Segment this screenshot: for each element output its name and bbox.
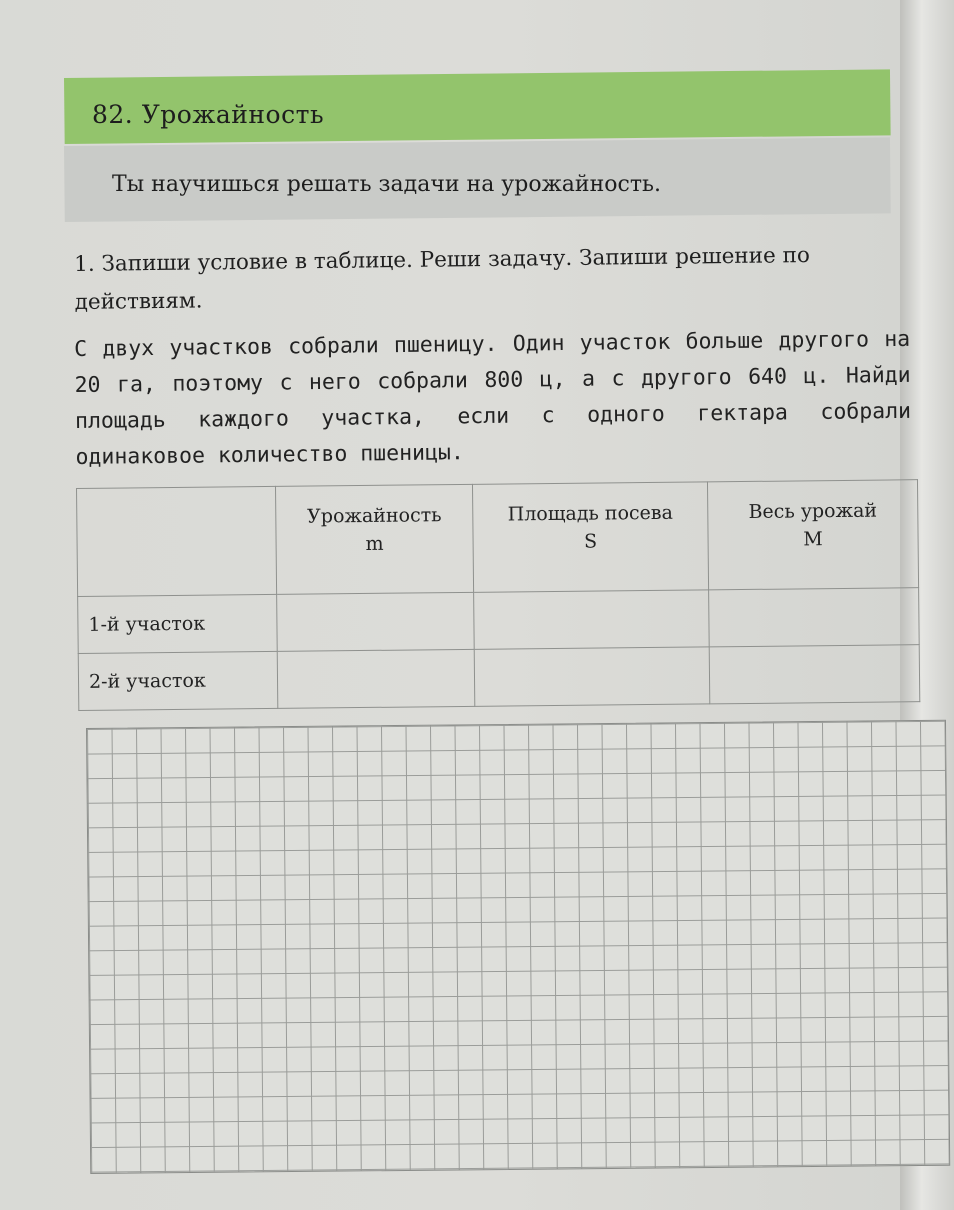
header-symbol: M [803, 528, 823, 551]
table-header-yield [275, 484, 473, 594]
condition-table-wrapper [76, 479, 920, 711]
table-row [78, 588, 920, 654]
header-symbol: m [365, 532, 384, 555]
answer-cell[interactable] [709, 645, 920, 704]
table-header-area [472, 482, 708, 592]
answer-cell[interactable] [474, 590, 710, 649]
solution-grid[interactable] [86, 720, 950, 1174]
header-label: Площадь посева [507, 501, 673, 526]
table-row [78, 645, 920, 711]
problem-text: С двух участков собрали пшеницу. Один участок больше другого на 20 га, поэтому с него собрали 800 ц, а с другого 640 ц. Найди площадь каждого участка, если с одного гектара собрали одинаковое количество пшеницы. [74, 326, 912, 470]
table-header-row [77, 480, 919, 597]
header-label: Весь урожай [748, 499, 878, 523]
lesson-goal: Ты научишься решать задачи на урожайность. [112, 172, 661, 197]
answer-cell[interactable] [277, 592, 475, 651]
answer-cell[interactable] [709, 588, 920, 647]
condition-table [76, 479, 920, 711]
table-header-total [707, 480, 918, 590]
answer-cell[interactable] [277, 649, 475, 708]
lesson-title: 82. Урожайность [92, 100, 325, 129]
table-corner-cell [77, 486, 277, 596]
row-label: 2-й участок [78, 651, 278, 710]
answer-cell[interactable] [474, 647, 710, 706]
row-label: 1-й участок [78, 594, 278, 653]
header-symbol: S [583, 530, 598, 553]
task-heading: 1. Запиши условие в таблице. Реши задачу. Запиши решение по действиям. [74, 243, 810, 315]
header-label: Урожайность [306, 504, 442, 528]
